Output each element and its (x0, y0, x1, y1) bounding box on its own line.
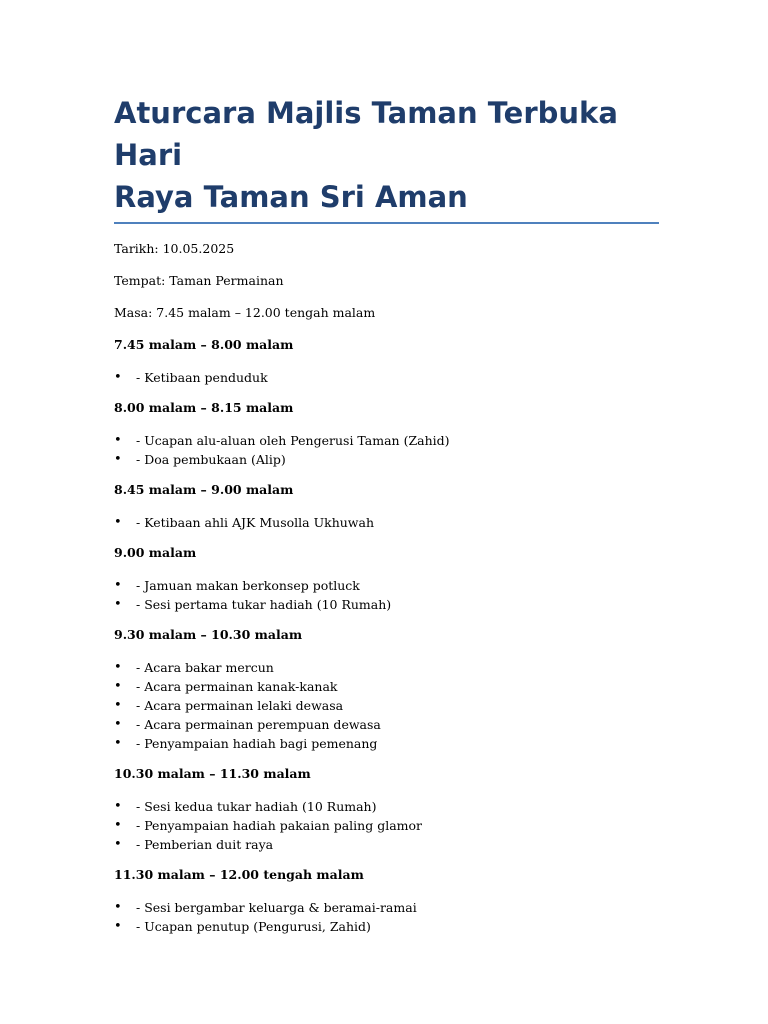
section-items (114, 576, 659, 614)
list-item (114, 917, 659, 936)
bullet-icon: • (114, 900, 122, 915)
bullet-icon: • (114, 799, 122, 814)
schedule-section (114, 765, 659, 854)
schedule-section (114, 336, 659, 387)
section-items (114, 431, 659, 469)
item-text: - Sesi bergambar keluarga & beramai-ramai (136, 900, 417, 915)
list-item (114, 576, 659, 595)
section-heading: 9.00 malam (114, 545, 197, 560)
section-items (114, 368, 659, 387)
list-item (114, 797, 659, 816)
bullet-icon: • (114, 515, 122, 530)
section-items (114, 797, 659, 854)
list-item (114, 677, 659, 696)
bullet-icon: • (114, 837, 122, 852)
document-body (114, 92, 659, 948)
section-heading: 7.45 malam – 8.00 malam (114, 337, 294, 352)
schedule-section (114, 481, 659, 532)
bullet-icon: • (114, 679, 122, 694)
list-item (114, 715, 659, 734)
schedule-section (114, 626, 659, 753)
list-item (114, 450, 659, 469)
list-item (114, 696, 659, 715)
bullet-icon: • (114, 370, 122, 385)
event-date: Tarikh: 10.05.2025 (114, 241, 235, 256)
section-heading: 11.30 malam – 12.00 tengah malam (114, 867, 364, 882)
bullet-icon: • (114, 818, 122, 833)
item-text: - Pemberian duit raya (136, 837, 274, 852)
bullet-icon: • (114, 597, 122, 612)
event-place: Tempat: Taman Permainan (114, 273, 284, 288)
event-details (114, 240, 659, 322)
item-text: - Acara permainan perempuan dewasa (136, 717, 381, 732)
title-line-1: Aturcara Majlis Taman Terbuka Hari (114, 96, 618, 172)
schedule-section (114, 866, 659, 936)
list-item (114, 431, 659, 450)
bullet-icon: • (114, 698, 122, 713)
section-heading: 8.00 malam – 8.15 malam (114, 400, 294, 415)
bullet-icon: • (114, 660, 122, 675)
list-item (114, 816, 659, 835)
item-text: - Acara permainan lelaki dewasa (136, 698, 344, 713)
bullet-icon: • (114, 919, 122, 934)
list-item (114, 595, 659, 614)
item-text: - Ucapan penutup (Pengurusi, Zahid) (136, 919, 371, 934)
item-text: - Acara bakar mercun (136, 660, 274, 675)
section-items (114, 898, 659, 936)
event-time: Masa: 7.45 malam – 12.00 tengah malam (114, 305, 376, 320)
list-item (114, 513, 659, 532)
item-text: - Sesi kedua tukar hadiah (10 Rumah) (136, 799, 377, 814)
bullet-icon: • (114, 578, 122, 593)
section-items (114, 658, 659, 753)
item-text: - Penyampaian hadiah pakaian paling glamor (136, 818, 423, 833)
list-item (114, 734, 659, 753)
item-text: - Ketibaan ahli AJK Musolla Ukhuwah (136, 515, 374, 530)
section-heading: 10.30 malam – 11.30 malam (114, 766, 311, 781)
section-items (114, 513, 659, 532)
list-item (114, 368, 659, 387)
item-text: - Acara permainan kanak-kanak (136, 679, 338, 694)
section-heading: 8.45 malam – 9.00 malam (114, 482, 294, 497)
document-title (114, 92, 659, 224)
item-text: - Ucapan alu-aluan oleh Pengerusi Taman (Zahid) (136, 433, 450, 448)
item-text: - Penyampaian hadiah bagi pemenang (136, 736, 378, 751)
item-text: - Ketibaan penduduk (136, 370, 268, 385)
list-item (114, 898, 659, 917)
item-text: - Jamuan makan berkonsep potluck (136, 578, 360, 593)
item-text: - Sesi pertama tukar hadiah (10 Rumah) (136, 597, 392, 612)
bullet-icon: • (114, 433, 122, 448)
bullet-icon: • (114, 736, 122, 751)
list-item (114, 658, 659, 677)
list-item (114, 835, 659, 854)
schedule-section (114, 544, 659, 614)
title-line-2: Raya Taman Sri Aman (114, 180, 468, 214)
bullet-icon: • (114, 717, 122, 732)
schedule-section (114, 399, 659, 469)
bullet-icon: • (114, 452, 122, 467)
item-text: - Doa pembukaan (Alip) (136, 452, 286, 467)
section-heading: 9.30 malam – 10.30 malam (114, 627, 303, 642)
